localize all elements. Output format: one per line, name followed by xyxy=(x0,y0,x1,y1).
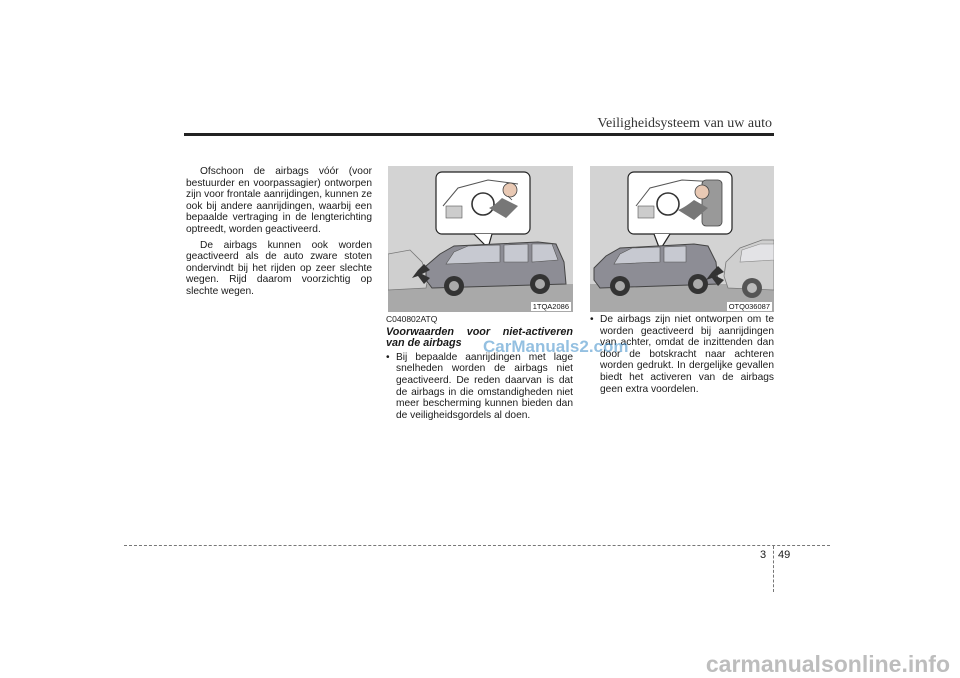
bullet-item-low-speed xyxy=(386,352,573,422)
page-header-title: Veiligheidsysteem van uw auto xyxy=(597,116,772,131)
bullet-dot: • xyxy=(386,351,390,363)
illustration-caption: OTQ036087 xyxy=(728,302,770,311)
bullet-dot: • xyxy=(590,314,594,325)
footer-divider xyxy=(773,546,774,592)
bullet-text: De airbags zijn niet ontworpen om te worden geactiveerd bij aanrijdingen van achter, omdat de inzittenden dan door de botskracht naar achteren worden gedrukt. In dergelijke gevallen biedt het activeren van de airbags geen extra voordelen. xyxy=(600,314,774,395)
footer-rule xyxy=(124,545,830,546)
illustration-frontal-collision xyxy=(388,166,573,312)
section-code: C040802ATQ xyxy=(386,314,438,324)
frontal-collision-drawing xyxy=(388,166,573,312)
page-number: 49 xyxy=(778,549,791,561)
header-rule xyxy=(184,133,774,136)
bullet-text: Bij bepaalde aanrijdingen met lage snelheden worden de airbags niet geactiveerd. De reden daarvan is dat de airbags in die omstandigheden niet meer bescherming kunnen bieden dan de veiligheidsgordels al doen. xyxy=(396,351,573,421)
paragraph-rough-roads: De airbags kunnen ook worden geactiveerd als de auto zware stoten ondervindt bij het rijden op zeer slechte wegen. Rijd daarom voorzichtig op slechte wegen. xyxy=(186,239,372,297)
paragraph-frontal-collisions: Ofschoon de airbags vóór (voor bestuurder en voorpassagier) ontworpen zijn voor frontale aanrijdingen, kunnen ze ook bij andere aanrijdingen, waarbij een bepaalde vertraging in de lengterichting optreedt, worden geactiveerd. xyxy=(186,166,372,235)
illustration-rear-collision xyxy=(590,166,774,312)
illustration-caption: 1TQA2086 xyxy=(532,302,569,311)
column-middle xyxy=(386,314,573,421)
rear-collision-drawing xyxy=(590,166,774,312)
section-subheading: Voorwaarden voor niet-activeren van de airbags xyxy=(386,325,573,350)
watermark-carmanualsonline: carmanualsonline.info xyxy=(705,651,950,677)
column-left xyxy=(186,166,372,302)
watermark-carmanuals2: CarManuals2.com xyxy=(483,337,629,356)
chapter-number: 3 xyxy=(760,549,767,561)
